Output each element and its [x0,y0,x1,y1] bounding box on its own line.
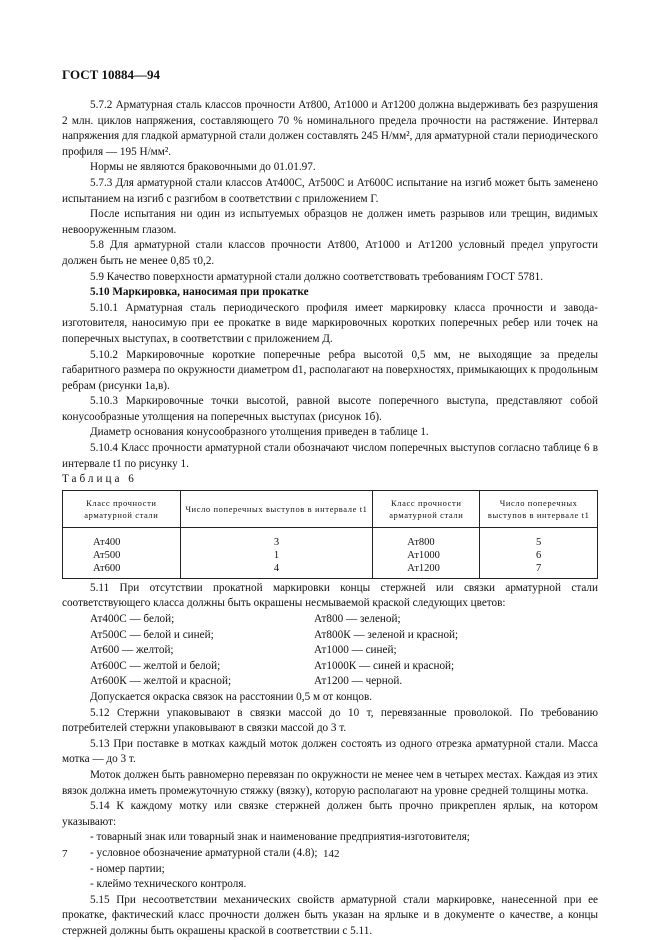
table-cell: 6 [480,549,598,562]
table-caption: Таблица 6 [62,473,137,486]
paragraph-permit: Допускается окраска связок на расстоянии 0,5 м от концов. [90,691,373,703]
footer-left-number: 7 [62,848,68,860]
paragraph-5-11: 5.11 При отсутствии прокатной маркировки концы стержней или связки арматурной стали соответствующего класса должны быть окрашены несмываемой краской следующих цветов: [62,581,598,610]
paragraph-diameter: Диаметр основания конусообразного утолщения приведен в таблице 1. [90,426,429,439]
paragraph-after-test: После испытания ни один из испытуемых образцов не должен иметь разрывов или трещин, видимых невооруженным глазом. [62,208,598,236]
label-list-item: - условное обозначение арматурной стали (4.8); [90,846,318,859]
section-heading-5-10: 5.10 Маркировка, наносимая при прокатке [90,286,309,299]
paragraph-5-8: 5.8 Для арматурной стали классов прочности Ат800, Ат1000 и Ат1200 условный предел упругости должен быть не менее 0,85 τ0,2. [62,239,598,267]
paragraph-coil: Моток должен быть равномерно перевязан по окружности не менее чем в четырех местах. Каждая из этих вязок должна иметь промежуточную стяжку (вязку), которую располагают на уровне средней толщины мотка. [62,768,598,797]
table-header: Класс прочности арматурной стали [63,490,181,527]
table-cell: Ат800 [373,527,480,549]
paragraph-5-13: 5.13 При поставке в мотках каждый моток должен состоять из одного отрезка арматурной стали. Масса мотка — до 3 т. [62,737,598,766]
color-code-item: Ат400С — белой; [90,613,175,626]
standard-title: ГОСТ 10884—94 [62,67,161,82]
paragraph-norms: Нормы не являются браковочными до 01.01.97. [90,161,316,174]
table-cell: Ат500 [63,549,181,562]
label-list-item: - номер партии; [90,862,165,875]
paragraph-5-10-2: 5.10.2 Маркировочные короткие поперечные ребра высотой 0,5 мм, не выходящие за пределы габаритного размера по окружности диаметром d1, располагают на поверхностях, примыкающих к продольным ребрам (рисунки 1а,в). [62,348,598,392]
label-list-item: - клеймо технического контроля. [90,878,247,891]
label-list-item: - товарный знак или товарный знак и наименование предприятия-изготовителя; [90,831,470,844]
table-cell: Ат400 [63,527,181,549]
color-code-item: Ат600 — желтой; [90,644,174,657]
color-code-item: Ат1000 — синей; [314,644,397,657]
table-cell: Ат600 [63,562,181,579]
table-cell: 5 [480,527,598,549]
color-code-item: Ат800 — зеленой; [314,613,401,626]
paragraph-5-15: 5.15 При несоответствии механических свойств арматурной стали маркировке, нанесенной при ее прокатке, фактический класс прочности должен быть указан на ярлыке и в документе о качестве, а концы стержней должны быть окрашены краской в соответствии с 5.11. [62,893,598,937]
table-cell: 1 [180,549,373,562]
table-cell: Ат1200 [373,562,480,579]
table-header: Число поперечных выступов в интервале t1 [480,490,598,527]
table-cell: 3 [180,527,373,549]
paragraph-5-10-4: 5.10.4 Класс прочности арматурной стали обозначают числом поперечных выступов согласно таблице 6 в интервале t1 по рисунку 1. [62,442,598,470]
paragraph-5-14: 5.14 К каждому мотку или связке стержней должен быть прочно прикреплен ярлык, на котором указывают: [62,800,598,828]
document-body [62,98,598,940]
table-row [63,527,598,549]
paragraph-5-7-3: 5.7.3 Для арматурной стали классов Ат400С, Ат500С и Ат600С испытание на изгиб может быть заменено испытанием на изгиб с разгибом в соответствии с приложением Г. [62,176,598,205]
table-cell: 4 [180,562,373,579]
table-header: Число поперечных выступов в интервале t1 [180,490,373,527]
paragraph-5-12: 5.12 Стержни упаковывают в связки массой до 10 т, перевязанные проволокой. По требованию потребителей стержни упаковывают в связки массой до 3 т. [62,706,598,735]
paragraph-5-10-3: 5.10.3 Маркировочные точки высотой, равной высоте поперечного выступа, представляют собой конусообразные утолщения на поперечных выступах (рисунок 1б). [62,395,598,423]
table-row [63,549,598,562]
table-row [63,562,598,579]
color-code-list [90,612,598,690]
color-code-item: Ат800К — зеленой и красной; [314,628,459,641]
color-code-item: Ат1200 — черной. [314,675,403,688]
color-code-item: Ат500С — белой и синей; [90,628,214,641]
paragraph-5-7-2: 5.7.2 Арматурная сталь классов прочности Ат800, Ат1000 и Ат1200 должна выдерживать без разрушения 2 млн. циклов напряжения, составляющего 70 % номинального предела прочности на растяжение. Интервал напряжения для гладкой арматурной стали должен составлять 245 Н/мм², для арматурной стали периодического профиля — 195 Н/мм². [62,99,598,158]
table-header: Класс прочности арматурной стали [373,490,480,527]
table-cell: Ат1000 [373,549,480,562]
color-code-item: Ат600С — желтой и белой; [90,659,221,672]
color-code-item: Ат600К — желтой и красной; [90,675,232,688]
table-6 [62,490,598,579]
color-code-item: Ат1000К — синей и красной; [314,659,455,672]
page-number: 142 [323,848,340,860]
paragraph-5-10-1: 5.10.1 Арматурная сталь периодического профиля имеет маркировку класса прочности и завода-изготовителя, наносимую при ее прокатке в виде маркировочных коротких поперечных ребер или точек на поперечных выступах, в соответствии с приложением Д. [62,301,598,345]
table-cell: 7 [480,562,598,579]
paragraph-5-9: 5.9 Качество поверхности арматурной стали должно соответствовать требованиям ГОСТ 5781. [90,270,543,283]
